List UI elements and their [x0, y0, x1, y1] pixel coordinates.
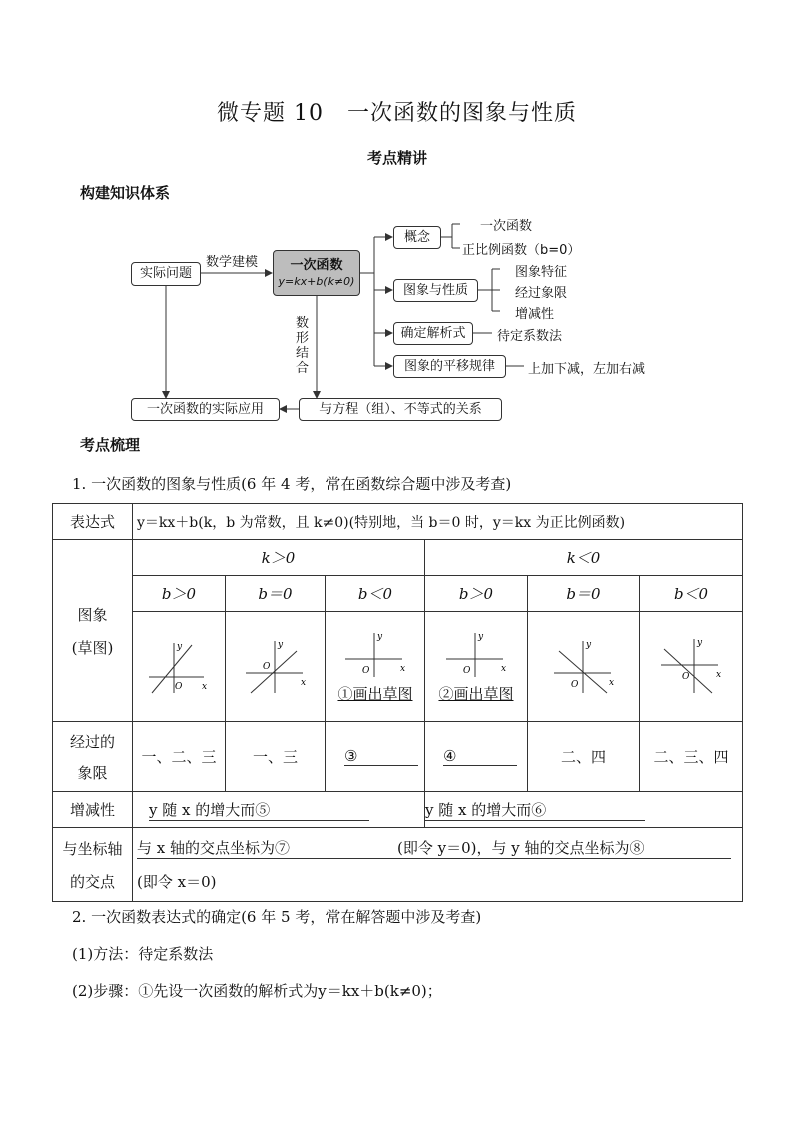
- determine-item: 待定系数法: [497, 329, 563, 344]
- concept-item: 一次函数: [480, 219, 533, 234]
- graph-cell: [326, 612, 425, 722]
- header-quadrants: [53, 722, 133, 792]
- modeling-label: 数学建模: [206, 255, 259, 270]
- shuxing-char: 数: [296, 316, 310, 331]
- header-graph-line: (草图): [71, 638, 114, 657]
- b-condition: b＞0: [133, 576, 226, 612]
- header-axis-intersection: [53, 828, 133, 902]
- axis-label-x: x: [608, 677, 614, 688]
- b-condition: b＝0: [226, 576, 326, 612]
- k-positive: k＞0: [133, 540, 425, 576]
- axis-intersection-cell: [133, 828, 743, 902]
- section-build-heading: 构建知识体系: [80, 184, 171, 202]
- quadrant-cell: 二、三、四: [640, 722, 743, 792]
- properties-table: [52, 503, 743, 902]
- mono-cell-2: [425, 792, 743, 828]
- practical-problem-box: 实际问题: [131, 262, 201, 286]
- graph-property-item: 图象特征: [515, 265, 568, 280]
- axis-label-y: y: [697, 637, 703, 648]
- axis-label-x: x: [400, 664, 406, 674]
- heading-1: 1. 一次函数的图象与性质(6 年 4 考，常在函数综合题中涉及考查): [72, 475, 512, 493]
- axis-label-origin: O: [463, 666, 471, 676]
- graph-cell: [528, 612, 640, 722]
- section-sort-heading: 考点梳理: [80, 436, 141, 454]
- axis-label-x: x: [716, 669, 722, 680]
- steps-line: (2)步骤：①先设一次函数的解析式为y＝kx＋b(k≠0)；: [72, 982, 442, 1000]
- b-condition: b＜0: [326, 576, 425, 612]
- axis-label-origin: O: [362, 666, 370, 676]
- graph-cell: [226, 612, 326, 722]
- axis-label-origin: O: [262, 661, 270, 672]
- quadrant-cell: 一、三: [226, 722, 326, 792]
- axis-label-origin: O: [175, 681, 183, 692]
- center-title: 一次函数: [290, 258, 343, 273]
- axis-label-y: y: [177, 641, 183, 652]
- header-expression: 表达式: [53, 504, 133, 540]
- graph-k-neg-b-pos-axes: [441, 629, 511, 679]
- quadrant-blank-4[interactable]: [425, 722, 528, 792]
- axis-label-x: x: [202, 681, 208, 692]
- graph-k-pos-b-pos: [144, 635, 214, 695]
- concept-box: 概念: [393, 226, 441, 249]
- shuxing-char: 结: [296, 346, 310, 361]
- sketch-blank-1[interactable]: ①画出草图: [337, 685, 413, 703]
- concept-item: 正比例函数（b=0）: [462, 243, 581, 258]
- axis-label-x: x: [501, 664, 507, 674]
- quadrant-cell: 二、四: [528, 722, 640, 792]
- blank-4[interactable]: ④: [443, 747, 517, 766]
- method-line: (1)方法：待定系数法: [72, 945, 214, 963]
- translation-item: 上加下减，左加右减: [528, 362, 646, 377]
- axis-label-y: y: [377, 632, 383, 642]
- graph-k-neg-b-zero: [549, 635, 619, 695]
- k-negative: k＜0: [425, 540, 743, 576]
- axis-label-y: y: [478, 632, 484, 642]
- header-axis-line: 的交点: [69, 872, 115, 891]
- blank-8[interactable]: (即令 y＝0)，与 y 轴的交点坐标为⑧: [397, 837, 731, 859]
- shuxing-label: [296, 316, 312, 376]
- b-condition: b＝0: [528, 576, 640, 612]
- header-quadrants-line: 象限: [77, 763, 108, 782]
- graph-cell: [640, 612, 743, 722]
- blank-5[interactable]: y 随 x 的增大而⑤: [149, 799, 369, 821]
- header-graph: [53, 540, 133, 722]
- page-title: 微专题 10 一次函数的图象与性质: [217, 101, 577, 126]
- graph-cell: [133, 612, 226, 722]
- axis-label-x: x: [300, 677, 306, 688]
- header-quadrants-line: 经过的: [69, 732, 115, 751]
- axis-label-origin: O: [570, 679, 578, 690]
- mono-cell-1: [133, 792, 425, 828]
- header-monotonicity: 增减性: [53, 792, 133, 828]
- page-subtitle: 考点精讲: [366, 149, 427, 167]
- blank-7[interactable]: 与 x 轴的交点坐标为⑦: [137, 837, 397, 859]
- sketch-blank-2[interactable]: ②画出草图: [438, 685, 514, 703]
- graph-k-pos-b-neg-axes: [340, 629, 410, 679]
- expression-cell: y＝kx＋b(k，b 为常数，且 k≠0)(特别地，当 b＝0 时，y＝kx 为正比例函数): [133, 504, 743, 540]
- axis-label-y: y: [585, 639, 591, 650]
- b-condition: b＞0: [425, 576, 528, 612]
- shuxing-char: 形: [296, 331, 310, 346]
- b-condition: b＜0: [640, 576, 743, 612]
- blank-3[interactable]: ③: [344, 747, 418, 766]
- relation-box: 与方程（组）、不等式的关系: [299, 398, 502, 421]
- axis-label-origin: O: [682, 671, 690, 682]
- graph-property-item: 增减性: [515, 307, 555, 322]
- header-graph-line: 图象: [77, 605, 108, 624]
- application-box: 一次函数的实际应用: [131, 398, 280, 421]
- graph-cell: [425, 612, 528, 722]
- quadrant-blank-3[interactable]: [326, 722, 425, 792]
- graph-property-item: 经过象限: [515, 286, 568, 301]
- axis-note: (即令 x＝0): [137, 873, 217, 891]
- determine-box: 确定解析式: [393, 322, 473, 345]
- translation-box: 图象的平移规律: [393, 355, 506, 378]
- header-axis-line: 与坐标轴: [62, 839, 123, 858]
- quadrant-cell: 一、二、三: [133, 722, 226, 792]
- graph-property-box: 图象与性质: [393, 279, 478, 302]
- axis-label-y: y: [277, 639, 283, 650]
- shuxing-char: 合: [296, 361, 310, 376]
- graph-k-neg-b-neg: [656, 635, 726, 695]
- center-box: [273, 250, 360, 296]
- center-formula: y=kx+b(k≠0): [278, 275, 355, 288]
- graph-k-pos-b-zero: [241, 635, 311, 695]
- blank-6[interactable]: y 随 x 的增大而⑥: [425, 799, 645, 821]
- heading-2: 2. 一次函数表达式的确定(6 年 5 考，常在解答题中涉及考查): [72, 908, 482, 926]
